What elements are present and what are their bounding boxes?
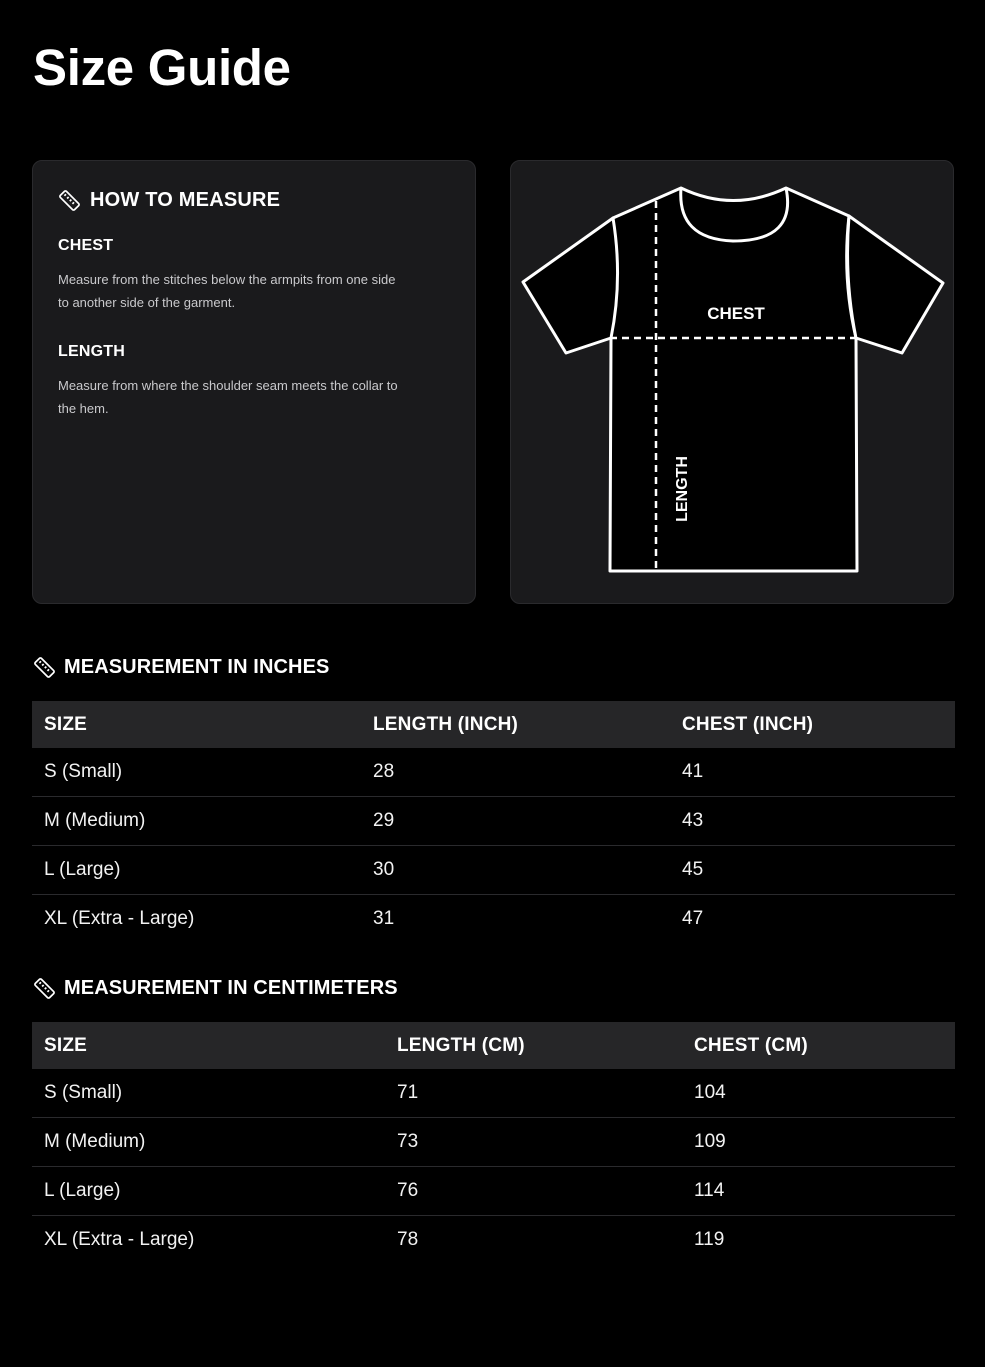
table-row bbox=[32, 895, 955, 944]
size-cell: M (Medium) bbox=[32, 797, 361, 846]
ruler-icon bbox=[58, 189, 81, 212]
how-to-measure-heading bbox=[58, 189, 280, 212]
size-cell: XL (Extra - Large) bbox=[44, 908, 195, 929]
ruler-icon bbox=[33, 656, 56, 679]
table-row bbox=[32, 797, 955, 846]
size-cell: L (Large) bbox=[32, 1167, 385, 1216]
chest-measure-title: CHEST bbox=[58, 237, 114, 254]
centimeters-section-title: MEASUREMENT IN CENTIMETERS bbox=[64, 977, 398, 999]
length-cell: 78 bbox=[397, 1229, 419, 1250]
length-cell: 71 bbox=[385, 1069, 682, 1118]
chest-cell: 104 bbox=[682, 1069, 955, 1118]
table-row bbox=[32, 748, 955, 797]
ruler-icon bbox=[33, 977, 56, 1000]
inches-section-title: MEASUREMENT IN INCHES bbox=[64, 656, 330, 678]
length-cell: 76 bbox=[385, 1167, 682, 1216]
right-sleeve bbox=[848, 216, 943, 353]
length-cell: 28 bbox=[361, 748, 670, 797]
table-row bbox=[32, 1167, 955, 1216]
table-header-row bbox=[32, 1022, 955, 1069]
column-header-chest: CHEST (CM) bbox=[682, 1022, 955, 1069]
column-header-size: SIZE bbox=[32, 1022, 385, 1069]
chest-cell: 47 bbox=[682, 908, 704, 929]
chest-measure-text: Measure from the stitches below the armpits from one side to another side of the garment. bbox=[58, 272, 396, 310]
size-cell: L (Large) bbox=[32, 846, 361, 895]
how-to-measure-card bbox=[32, 160, 476, 604]
column-header-size: SIZE bbox=[32, 701, 361, 748]
size-cell: M (Medium) bbox=[32, 1118, 385, 1167]
left-sleeve bbox=[523, 218, 618, 353]
chest-cell: 45 bbox=[670, 846, 955, 895]
inches-section-heading bbox=[33, 656, 329, 679]
length-cell: 29 bbox=[361, 797, 670, 846]
tshirt-diagram bbox=[511, 161, 955, 605]
centimeters-table bbox=[32, 1022, 955, 1264]
size-cell: XL (Extra - Large) bbox=[44, 1229, 195, 1250]
table-header-row bbox=[32, 701, 955, 748]
length-measure-title: LENGTH bbox=[58, 343, 125, 360]
size-cell: S (Small) bbox=[32, 1069, 385, 1118]
chest-label: CHEST bbox=[707, 304, 765, 323]
chest-cell: 114 bbox=[682, 1167, 955, 1216]
centimeters-section-heading bbox=[33, 977, 398, 1000]
chest-cell: 41 bbox=[670, 748, 955, 797]
column-header-chest: CHEST (INCH) bbox=[670, 701, 955, 748]
length-measure-text: Measure from where the shoulder seam meets the collar to the hem. bbox=[58, 378, 398, 416]
table-row bbox=[32, 846, 955, 895]
how-to-measure-title: HOW TO MEASURE bbox=[90, 189, 281, 211]
tshirt-diagram-card bbox=[510, 160, 954, 604]
chest-cell: 109 bbox=[682, 1118, 955, 1167]
chest-cell: 43 bbox=[670, 797, 955, 846]
tshirt-outline bbox=[604, 188, 857, 571]
length-cell: 30 bbox=[361, 846, 670, 895]
column-header-length: LENGTH (CM) bbox=[385, 1022, 682, 1069]
length-label: LENGTH bbox=[674, 456, 691, 522]
table-row bbox=[32, 1118, 955, 1167]
length-cell: 31 bbox=[373, 908, 395, 929]
chest-cell: 119 bbox=[694, 1229, 725, 1250]
table-row bbox=[32, 1069, 955, 1118]
page-title: Size Guide bbox=[33, 39, 291, 96]
column-header-length: LENGTH (INCH) bbox=[361, 701, 670, 748]
table-row bbox=[32, 1216, 955, 1265]
size-cell: S (Small) bbox=[32, 748, 361, 797]
length-cell: 73 bbox=[385, 1118, 682, 1167]
inches-table bbox=[32, 701, 955, 943]
